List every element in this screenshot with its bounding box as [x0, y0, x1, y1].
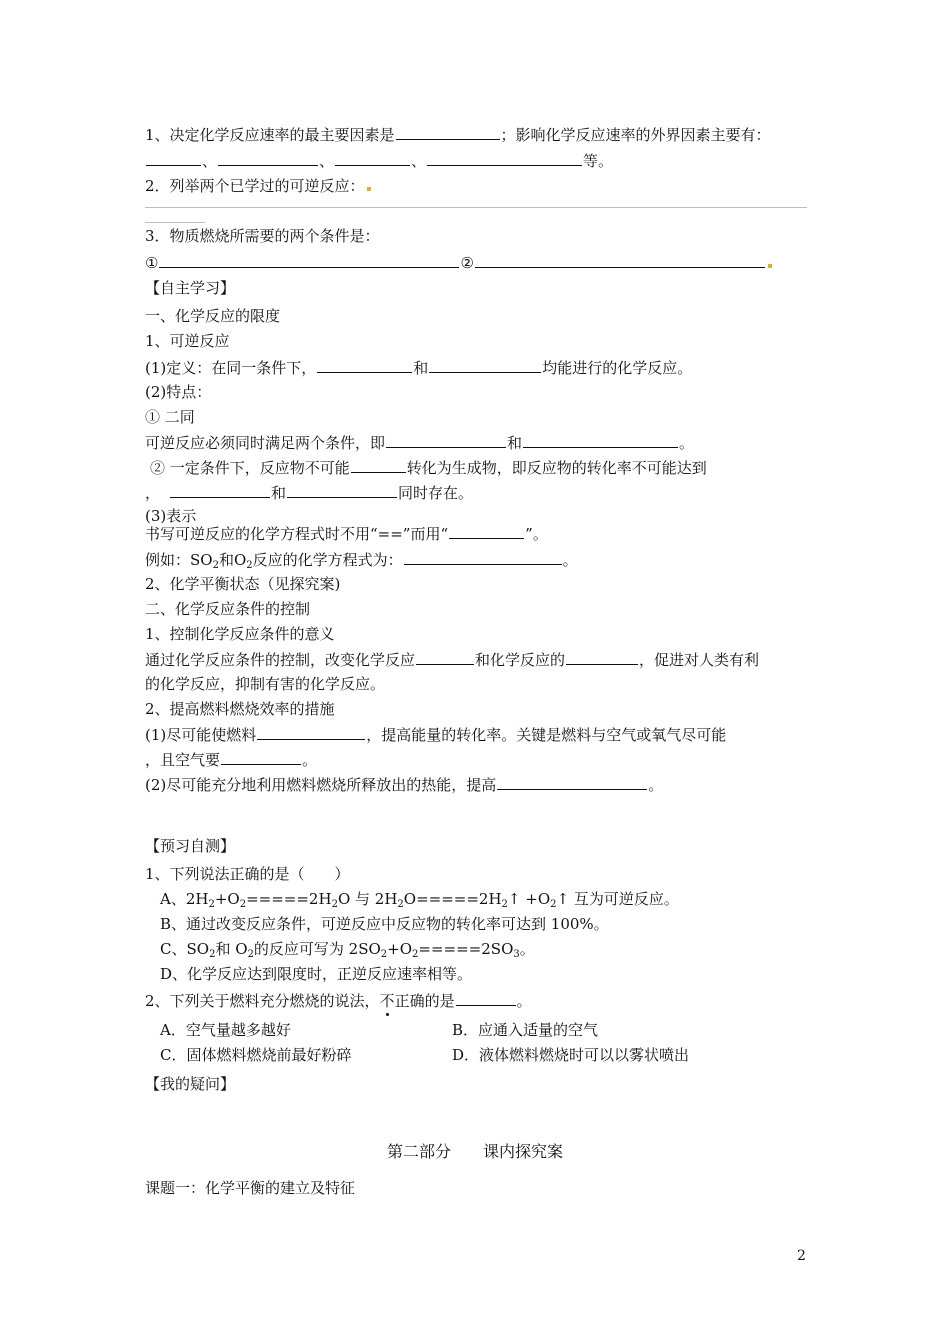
- questions-heading: 【我的疑问】: [145, 1075, 236, 1093]
- section-2-2-title: 2、提高燃料燃烧效率的措施: [145, 700, 335, 718]
- test-q1-option-b: B、通过改变反应条件，可逆反应中反应物的转化率可达到 100%。: [160, 915, 609, 933]
- representation-line: 书写可逆反应的化学方程式时不用“==”而用“ ”。: [145, 525, 548, 543]
- blank: [416, 649, 474, 665]
- part-2-title: 第二部分 课内探究案: [386, 1142, 563, 1161]
- control-line2: 的化学反应，抑制有害的化学反应。: [145, 675, 386, 693]
- feature-2-line1: ② 一定条件下，反应物不可能 转化为生成物，即反应物的转化率不可能达到: [150, 459, 707, 477]
- definition-line: (1)定义：在同一条件下， 和 均能进行的化学反应。: [145, 359, 693, 377]
- answer-rule: [145, 207, 807, 208]
- features-title: (2)特点：: [145, 383, 212, 401]
- blank: [475, 252, 765, 268]
- blank: [429, 357, 541, 373]
- blank: [287, 482, 397, 498]
- section-2-title: 二、化学反应条件的控制: [145, 600, 311, 618]
- test-q1-option-d: D、化学反应达到限度时，正逆反应速率相等。: [160, 965, 473, 983]
- blank: [523, 432, 678, 448]
- representation-title: (3)表示: [145, 507, 197, 525]
- self-study-heading: 【自主学习】: [145, 279, 236, 297]
- blank: [456, 990, 516, 1006]
- section-1-title: 一、化学反应的限度: [145, 307, 281, 325]
- blank: [566, 649, 638, 665]
- measure-1-line1: (1)尽可能使燃料 ，提高能量的转化率。关键是燃料与空气或氧气尽可能: [145, 726, 727, 744]
- topic-1-title: 课题一：化学平衡的建立及特征: [145, 1179, 356, 1197]
- blank: [497, 774, 647, 790]
- blank: [396, 124, 500, 140]
- feature-1-line: 可逆反应必须同时满足两个条件，即 和 。: [145, 434, 695, 452]
- self-test-heading: 【预习自测】: [145, 837, 236, 855]
- edit-mark: [768, 264, 772, 268]
- control-line1: 通过化学反应条件的控制，改变化学反应 和化学反应的 ，促进对人类有利: [145, 651, 760, 669]
- blank: [404, 549, 562, 565]
- blank: [386, 432, 506, 448]
- section-1-2-title: 2、化学平衡状态（见探究案): [145, 575, 341, 593]
- page-number: 2: [797, 1248, 806, 1264]
- blank: [218, 150, 318, 166]
- test-q1-option-a: A、$2H_2+O_2=====2H_2O$ 与 $2H_2O=====2H_2↑$ $+O_2↑$ 互为可逆反应。: [160, 890, 679, 910]
- section-2-1-title: 1、控制化学反应条件的意义: [145, 625, 335, 643]
- blank: [159, 252, 459, 268]
- blank: [170, 482, 270, 498]
- blank: [221, 749, 301, 765]
- pre-q1-line2: 、 、 、 等。: [145, 150, 613, 171]
- edit-mark: [367, 187, 371, 191]
- test-q1: 1、下列说法正确的是（ ）: [145, 865, 350, 883]
- example-line: 例如：$SO_2$和$O_2$反应的化学方程式为： 。: [145, 551, 578, 571]
- measure-2-line: (2)尽可能充分地利用燃料燃烧所释放出的热能，提高 。: [145, 776, 664, 794]
- pre-q1-line1: 1、决定化学反应速率的最主要因素是 ；影响化学反应速率的外界因素主要有：: [145, 126, 771, 144]
- blank: [317, 357, 412, 373]
- test-q2-option-c: C．固体燃料燃烧前最好粉碎: [160, 1046, 352, 1064]
- test-q2-option-a: A．空气量越多越好: [160, 1021, 291, 1039]
- measure-1-line2: ，且空气要 。: [145, 751, 318, 769]
- blank: [146, 150, 201, 166]
- answer-rule-short: [145, 222, 205, 223]
- test-q1-option-c: C、$SO_2$和 $O_2$的反应可写为 $2SO_2+O_2=====2SO_3$。: [160, 940, 535, 960]
- test-q2: 2、下列关于燃料充分燃烧的说法，不正确的是 。: [145, 992, 532, 1010]
- blank: [449, 523, 524, 539]
- blank: [351, 457, 406, 473]
- blank: [257, 724, 365, 740]
- blank: [427, 150, 582, 166]
- pre-q3-blanks: ① ②: [145, 252, 772, 273]
- pre-q3: 3．物质燃烧所需要的两个条件是：: [145, 227, 380, 245]
- section-1-1-title: 1、可逆反应: [145, 332, 230, 350]
- pre-q2: 2．列举两个已学过的可逆反应：: [145, 176, 371, 196]
- feature-2-line2: ， 和 同时存在。: [145, 484, 474, 502]
- feature-1-title: ① 二同: [145, 408, 195, 426]
- test-q2-option-b: B．应通入适量的空气: [452, 1021, 599, 1039]
- test-q2-option-d: D．液体燃料燃烧时可以以雾状喷出: [452, 1046, 690, 1064]
- blank: [335, 150, 410, 166]
